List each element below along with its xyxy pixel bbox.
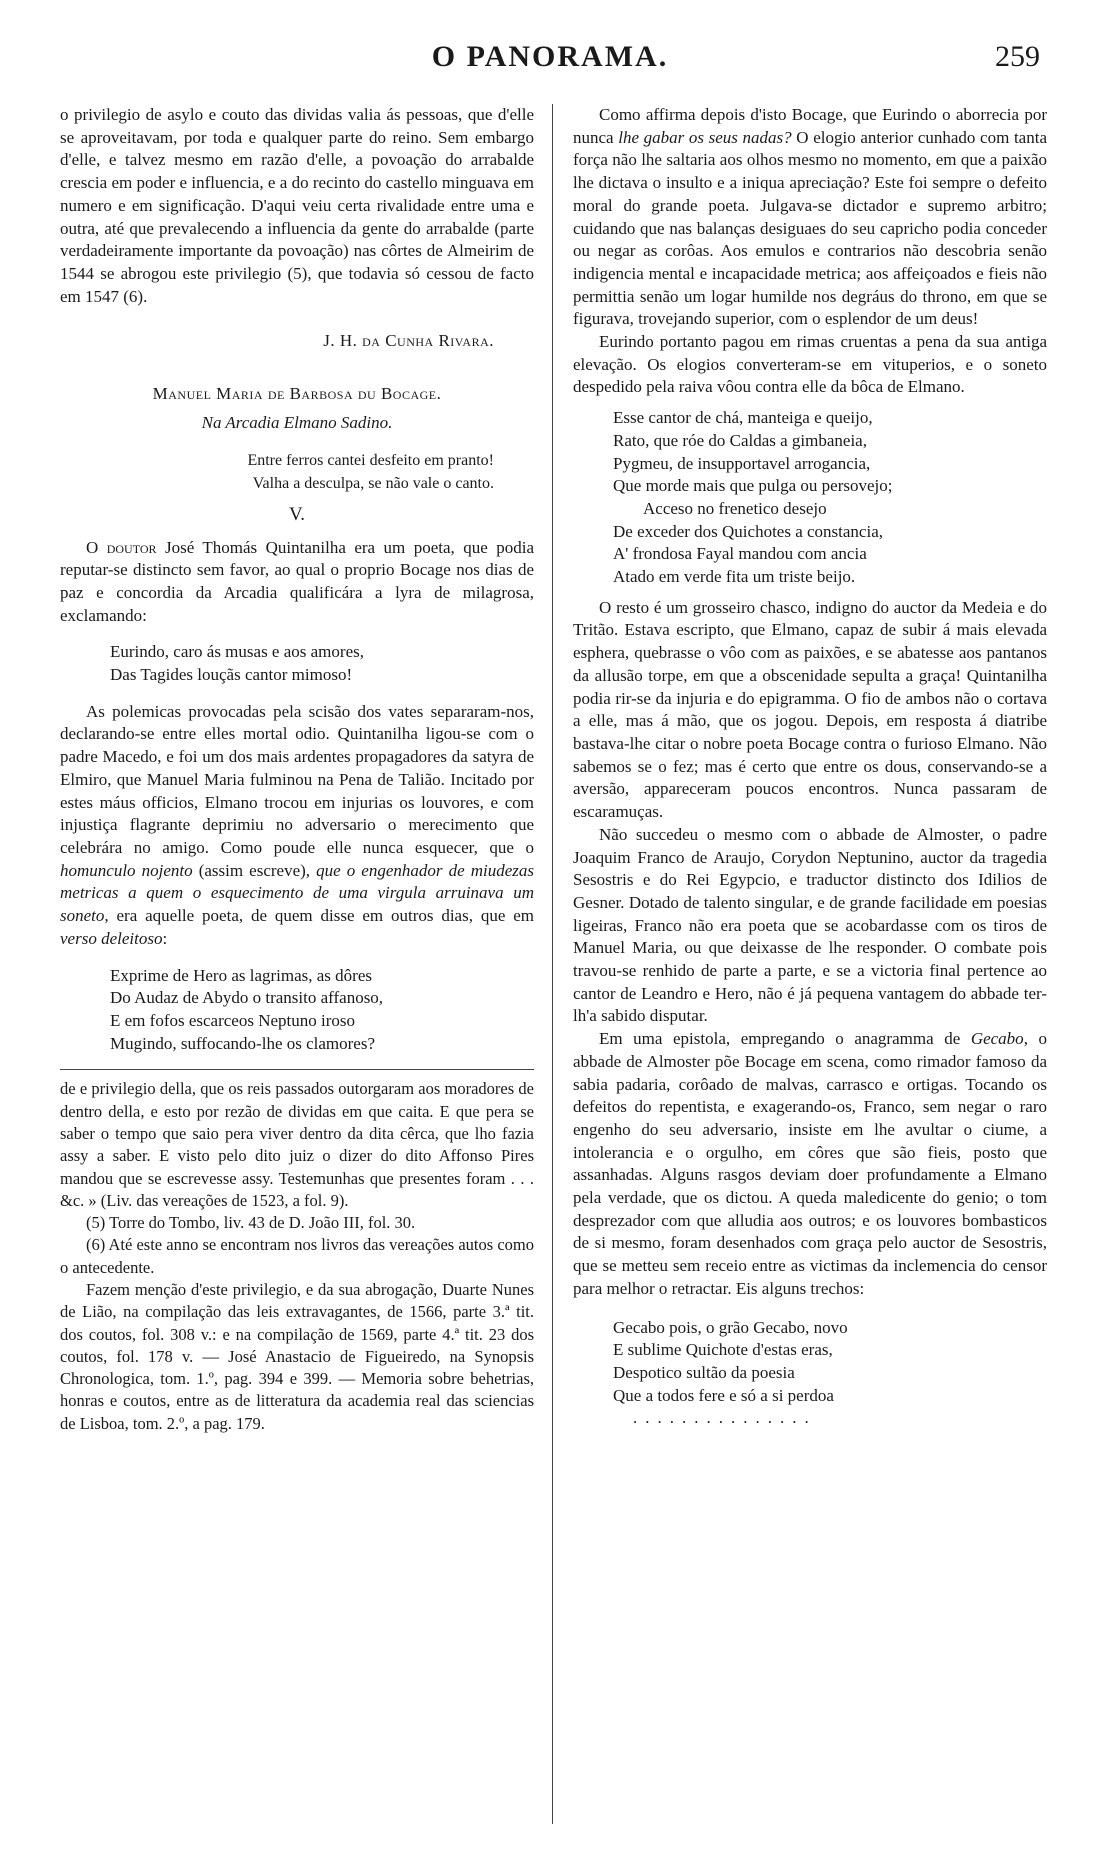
intro-paragraph: o privilegio de asylo e couto das dividas valia ás pessoas, que d'elle se aproveitavam, por toda e qualquer parte do reino. Sem embargo d'elle, e talvez mesmo em razão d'elle, a povoação do arrabalde crescia em poder e influencia, e a do recinto do castello minguava em numero e em significação. D'aqui veiu certa rivalidade entre uma e outra, até que prevalecendo a influencia da gente do arrabalde (parte verdadeiramente importante da povoação) nas côrtes de Almeirim de 1544 se abrogou este privilegio (5), que todavia só cessou de facto em 1547 (6). [60,105,534,306]
verse-line: Que a todos fere e só a si perdoa [613,1385,834,1405]
journal-title: O PANORAMA. [431,40,669,73]
verse-block [110,641,534,686]
verse-block [110,965,534,1056]
paragraph-text: O elogio anterior cunhado com tanta força não lhe saltaria aos olhos mesmo no momento, em que a paixão lhe dictava o insulto e a iniqua apreciação? Este foi sempre o defeito moral do grande poeta. Julgava-se dictador e supremo arbitro; cuidando que nas balanças desiguaes do seu capricho podia conceder ou negar as corôas. Aos emulos e contrarios não descobria senão indigencia mental e incapacidade metrica; aos affeiçoados e fieis não permittia senão um logar humilde nos degráus do throno, em que se figurava, trovejando superior, com o esplendor de um deus! [573,127,1047,329]
body-paragraph [573,1028,1047,1300]
verse-line: Mugindo, suffocando-lhe os clamores? [110,1033,376,1053]
verse-line: Eurindo, caro ás musas e aos amores, [110,642,364,662]
body-paragraph [573,104,1047,331]
footnote: de e privilegio della, que os reis passados outorgaram aos moradores de dentro della, e esto por rezão de dividas em que caita. E que pera se saber o tempo que saio pera viver dentro da dita cêrca, que lho fazia assy a saber. E visto pelo dito juiz o dizer do dito Affonso Pires mandou que se escrevesse assy. Testemunhas que presentes foram . . . &c. » (Liv. das vereações de 1523, a fol. 9). [60,1079,534,1210]
paragraph-text: José Thomás Quintanilha era um poeta, que podia reputar-se distincto sem favor, ao qual o proprio Bocage nos dias de paz e concordia da Arcadia qualificára a lyra de milagrosa, exclamando: [60,537,534,625]
verse-line: Pygmeu, de insupportavel arrogancia, [613,453,871,473]
sonnet-block [613,407,1047,589]
epigraph-line: Valha a desculpa, se não vale o canto. [252,475,494,493]
body-paragraph: Não succedeu o mesmo com o abbade de Almoster, o padre Joaquim Franco de Araujo, Corydon Neptunino, auctor da tragedia Sesostris e do Rei Egypcio, e traductor distincto dos Idilios de Gesner. Dotado de talento singular, e de grande facilidade em poesias ligeiras, Franco não era poeta que se acobardasse com os tiros de Manuel Maria, ou que deixasse de lhe responder. O combate pois travou-se renhido de parte a parte, e se a victoria final pertence ao cantor de Leandro e Hero, não é já pequena vantagem do abbade ter-lh'a sabido disputar. [573,824,1047,1026]
lead-word: O doutor [86,537,157,557]
verse-line: Atado em verde fita um triste beijo. [613,567,856,587]
body-paragraph [60,701,534,951]
italic-quote: Gecabo [970,1029,1024,1049]
verse-line: Das Tagides louçãs cantor mimoso! [110,665,353,685]
footnote-rule [60,1069,534,1070]
paragraph-text: Em uma epistola, empregando o anagramma de [599,1029,971,1049]
verse-line: Que morde mais que pulga ou persovejo; [613,476,893,496]
verse-line: Acceso no frenetico desejo [643,498,827,518]
verse-line: A' frondosa Fayal mandou com ancia [613,544,867,564]
verse-line: De exceder dos Quichotes a constancia, [613,521,883,541]
italic-quote: homunculo nojento [60,860,193,880]
body-paragraph: O resto é um grosseiro chasco, indigno do auctor da Medeia e do Tritão. Estava escripto, que Elmano, capaz de subir á mais elevada esphera, quebrasse o vôo com as paixões, e se abatesse aos pantanos da allusão torpe, em que a obscenidade sepulta a graça! Quintanilha podia rir-se da injuria e do epigramma. O fio de ambos não o cortava a elle, mas á mão, que os jogou. Depois, em resposta á diatribe bastava-lhe citar o nobre poeta Bocage contra o furioso Elmano. Não sabemos se o fez; mas é certo que entre os dous, conservando-se a aversão, appareceram poucos encontros. Nunca passaram de escaramuças. [573,597,1047,822]
column-divider [552,104,553,1824]
verse-line: E em fofos escarceos Neptuno iroso [110,1010,356,1030]
paragraph-text: As polemicas provocadas pela scisão dos vates separaram-nos, declarando-se entre elles mortal odio. Quintanilha ligou-se com o padre Macedo, e foi um dos mais ardentes propagadores da satyra de Elmiro, que Manuel Maria fulminou na Pena de Talião. Incitado por estes máus officios, Elmano trocou em injurias os louvores, e com injustiça flagrante deprimiu no adversario o merecimento que celebrára no amigo. Como poude elle nunca esquecer, que o [60,701,534,857]
body-paragraph [60,537,534,628]
ellipsis-line: ............... [633,1408,817,1428]
section-subtitle: Na Arcadia Elmano Sadino. [201,412,393,432]
left-column [60,104,534,1435]
page-header [60,40,1040,80]
section-title: Manuel Maria de Barbosa du Bocage. [152,384,442,404]
italic-quote: lhe gabar os seus nadas? [618,127,792,147]
verse-block [613,1317,1047,1431]
chapter-number: V. [288,503,306,525]
verse-line: E sublime Quichote d'estas eras, [613,1340,833,1360]
page-number: 259 [995,40,1040,73]
footnote: (6) Até este anno se encontram nos livros das vereações autos como o antecedente. [60,1235,534,1277]
italic-quote: que o engenhador de miudezas metricas a quem o esquecimento de uma virgula arruinava um soneto [60,860,534,926]
author-signature: J. H. da Cunha Rivara. [323,331,494,351]
paragraph-text: (assim escreve), [192,860,317,880]
paragraph-text: , era aquelle poeta, de quem disse em outros dias, que em [104,906,534,926]
paragraph-text: Como affirma depois d'isto Bocage, que Eurindo o aborrecia por nunca [573,105,1047,147]
right-column [573,104,1047,1438]
verse-line: Exprime de Hero as lagrimas, as dôres [110,965,372,985]
verse-line: Do Audaz de Abydo o transito affanoso, [110,988,384,1008]
footnote: Fazem menção d'este privilegio, e da sua abrogação, Duarte Nunes de Lião, na compilação das leis extravagantes, de 1566, parte 3.ª tit. dos coutos, fol. 308 v.: e na compilação de 1569, parte 4.ª tit. 23 dos coutos, fol. 178 v. — José Anastacio de Figueiredo, na Synopsis Chronologica, tom. 1.º, pag. 394 e 399. — Memoria sobre behetrias, honras e coutos, entre as de litteratura da academia real das sciencias de Lisboa, tom. 2.º, a pag. 179. [60,1279,534,1433]
footnote: (5) Torre do Tombo, liv. 43 de D. João III, fol. 30. [86,1213,416,1233]
paragraph-text: , o abbade de Almoster põe Bocage em scena, como rimador famoso da sabia padaria, corôado de malvas, carrasco e ortigas. Tocando os defeitos do repentista, e exagerando-os, Franco, sem negar o raro engenho do seu adversario, insiste em lhe avultar o ciume, a intolerancia e o orgulho, em côres que são fieis, posto que assanhadas. Alguns rasgos deviam doer profundamente a Elmano pela verdade, que os dictou. A queda maledicente do genio; o tom desprezador com que alludia aos outros; e os louvores bombasticos de si mesmo, foram desenhados com graça pelo auctor de Sesostris, que se metteu sem receio entre as victimas da inclemencia do censor para melhor o retractar. Eis alguns trechos: [573,1029,1048,1298]
verse-line: Esse cantor de chá, manteiga e queijo, [613,408,873,428]
italic-quote: verso deleitoso [60,928,163,948]
body-paragraph: Eurindo portanto pagou em rimas cruentas a pena da sua antiga elevação. Os elogios converteram-se em vituperios, e o soneto despedido pela raiva vôou contra elle da bôca de Elmano. [573,332,1047,397]
verse-line: Gecabo pois, o grão Gecabo, novo [613,1317,848,1337]
epigraph-line: Entre ferros cantei desfeito em pranto! [247,452,494,470]
verse-line: Despotico sultão da poesia [613,1362,795,1382]
footnotes [60,1078,534,1435]
paragraph-text: : [162,928,168,948]
verse-line: Rato, que róe do Caldas a gimbaneia, [613,430,867,450]
